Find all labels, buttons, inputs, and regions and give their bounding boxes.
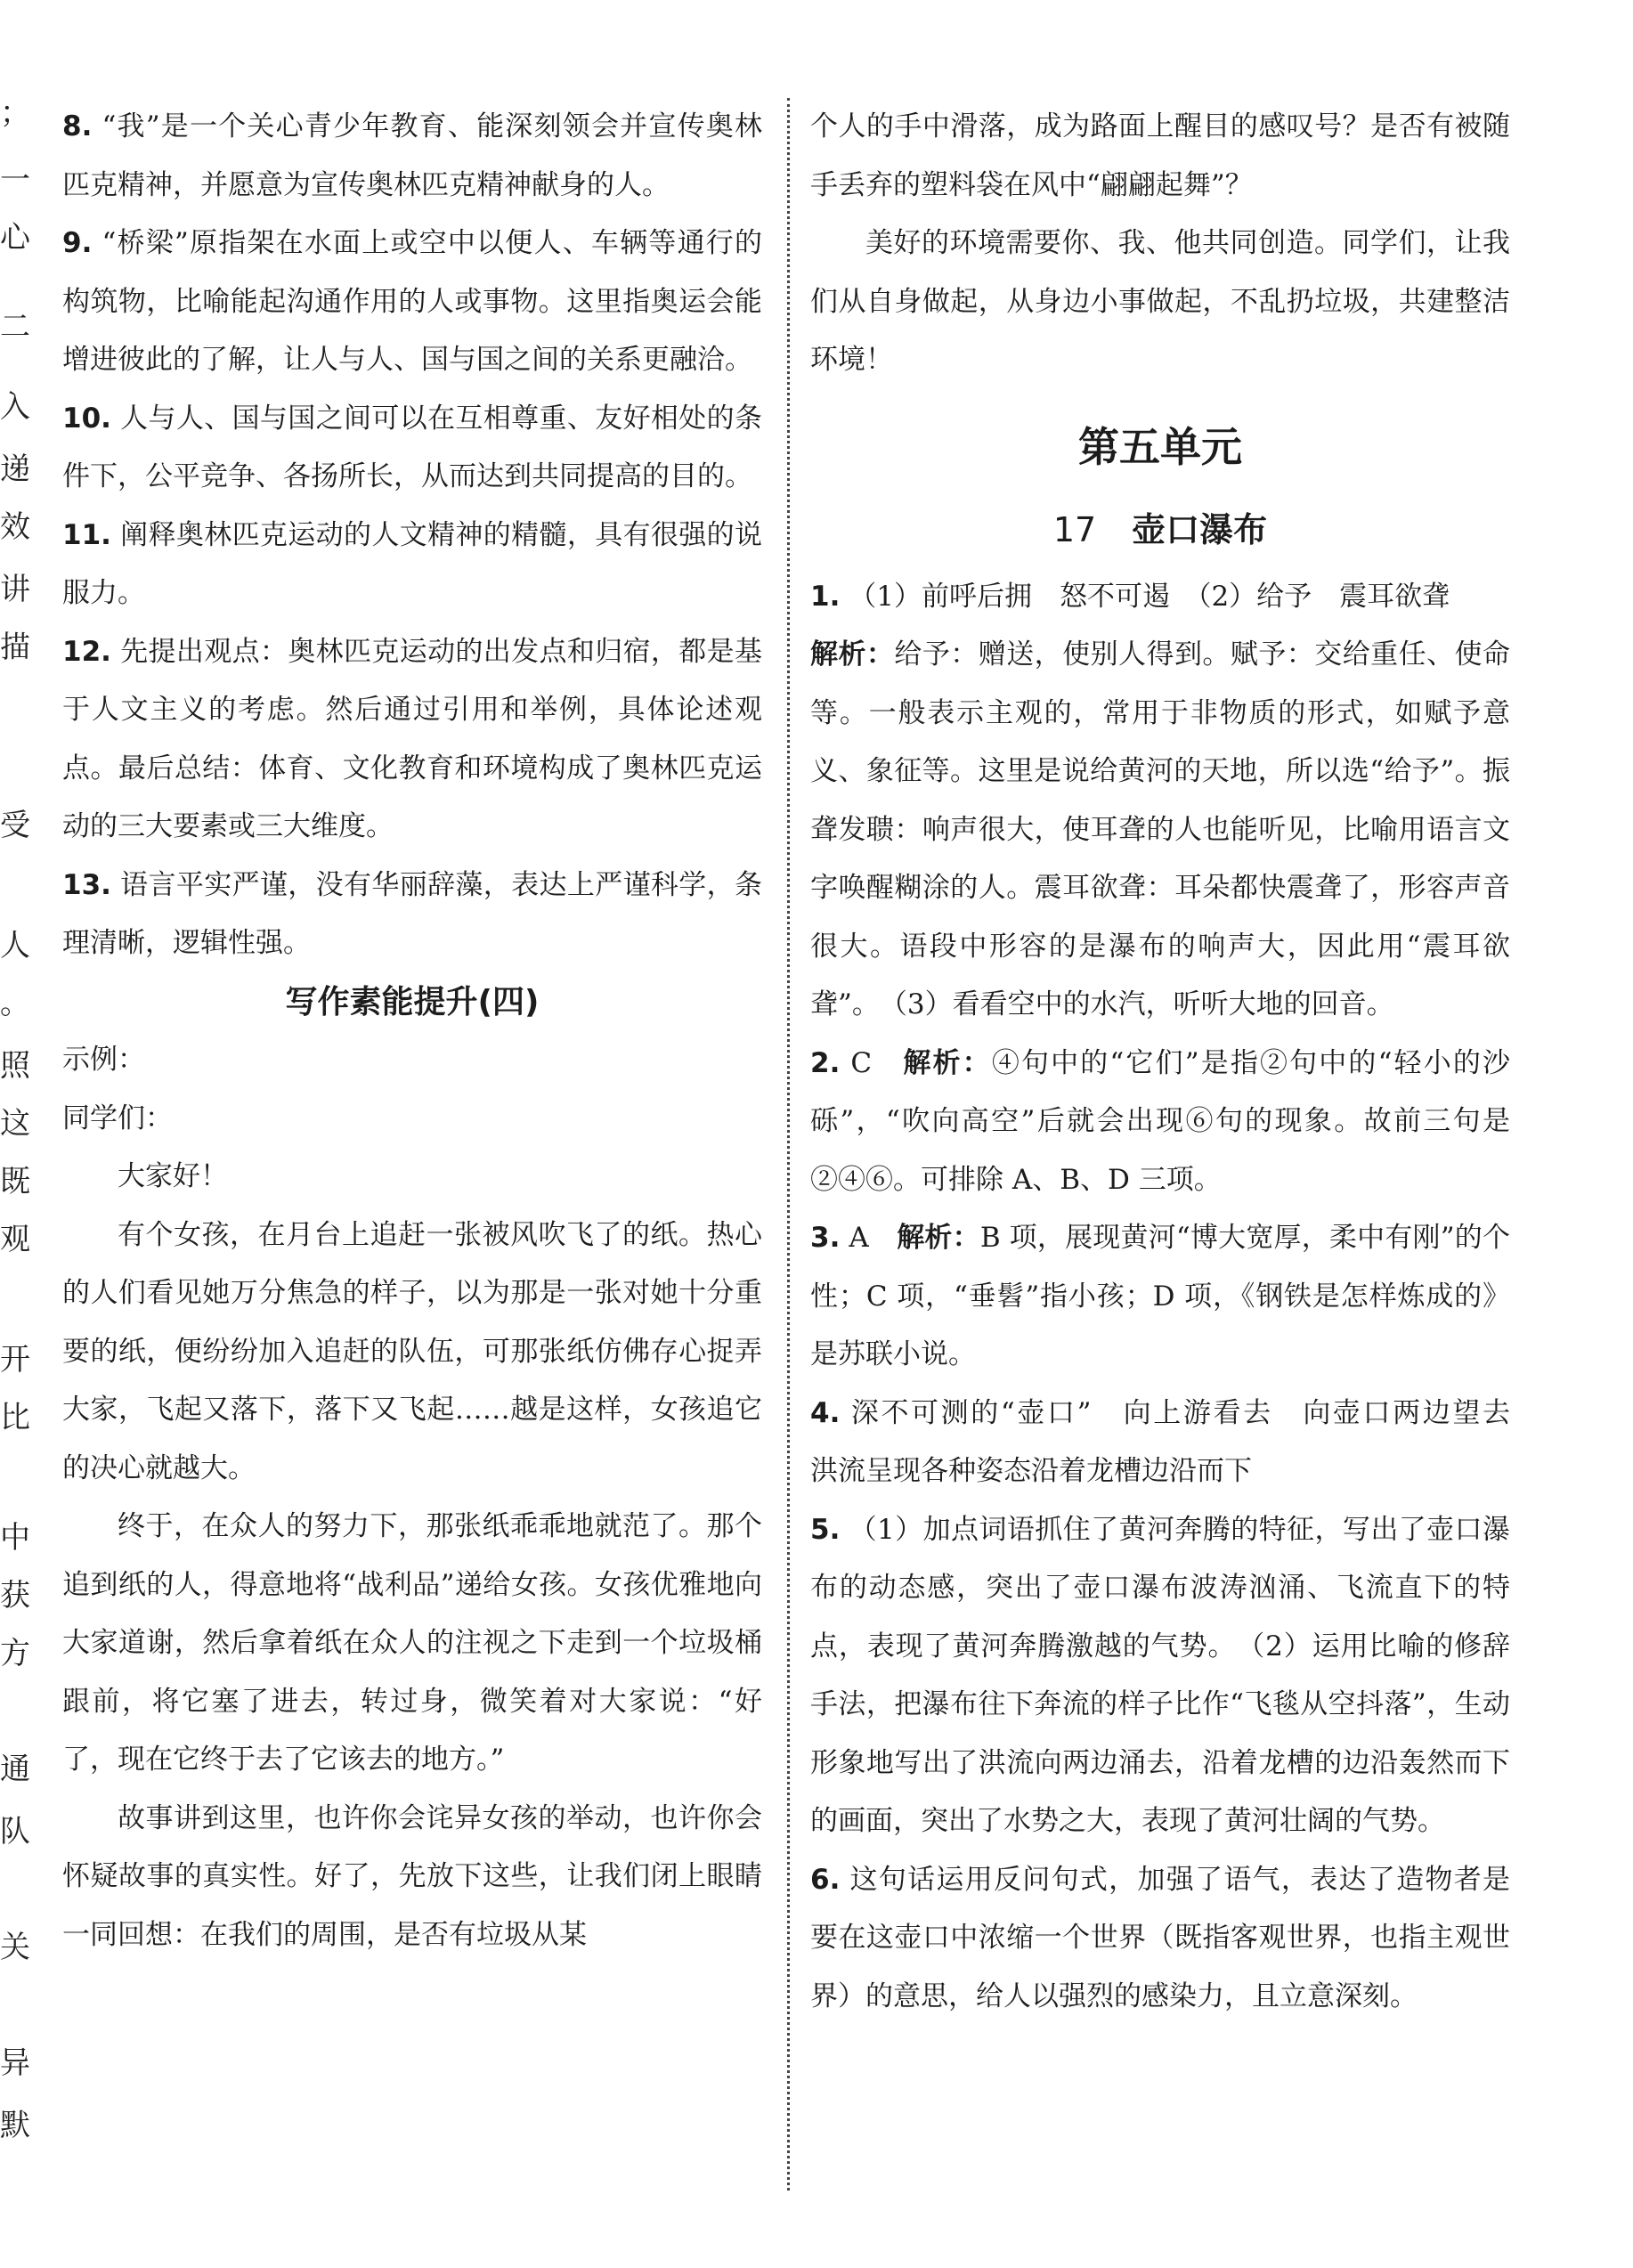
- edge-char: 入: [0, 389, 30, 425]
- edge-char: 获: [0, 1578, 30, 1614]
- analysis-label: 解析：: [903, 1046, 992, 1079]
- answer-1: 1. （1）前呼后拥 怒不可遏 （2）给予 震耳欲聋 解析：给予：赠送，使别人得到。赋予：交给重任、使命等。一般表示主观的，常用于非物质的形式，如赋予意义、象征等。这里是说给黄河的天地，所以选“给予”。振聋发聩：响声很大，使耳聋的人也能听见，比喻用语言文字唤醒糊涂的人。震耳欲聋：耳朵都快震聋了，形容声音很大。语段中形容的是瀑布的响声大，因此用“震耳欲聋”。 （3）看看空中的水汽，听听大地的回音。: [810, 580, 1510, 1020]
- edge-char: 默: [0, 2108, 30, 2143]
- column-divider: [787, 98, 790, 2191]
- edge-char: 照: [0, 1048, 30, 1084]
- edge-char: 既: [0, 1164, 30, 1199]
- answer-9: 9. “桥梁”原指架在水面上或空中以便人、车辆等通行的构筑物，比喻能起沟通作用的人或事物。这里指奥运会能增进彼此的了解，让人与人、国与国之间的关系更融洽。: [62, 227, 762, 376]
- answer-12: 12. 先提出观点：奥林匹克运动的出发点和归宿，都是基于人文主义的考虑。然后通过引用和举例，具体论述观点。最后总结：体育、文化教育和环境构成了奥林匹克运动的三大要素或三大维度。: [62, 635, 762, 842]
- lesson-title: [810, 492, 1510, 568]
- answer-8: 8. “我”是一个关心青少年教育、能深刻领会并宣传奥林匹克精神，并愿意为宣传奥林匹克精神献身的人。: [62, 110, 762, 201]
- answer-13: 13. 语言平实严谨，没有华丽辞藻，表达上严谨科学，条理清晰，逻辑性强。: [62, 868, 762, 959]
- edge-char: 受: [0, 808, 30, 843]
- edge-char: 通: [0, 1752, 30, 1787]
- right-column: [810, 98, 1538, 2026]
- lesson-name: 壶口瀑布: [1132, 509, 1268, 549]
- edge-char: 队: [0, 1814, 30, 1849]
- answer-3: 3. A 解析：B 项，展现黄河“博大宽厚，柔中有刚”的个性；C 项，“垂髫”指小孩；D 项，《钢铁是怎样炼成的》是苏联小说。: [810, 1222, 1510, 1370]
- answer-6: 6. 这句话运用反问句式，加强了语气，表达了造物者是要在这壶口中浓缩一个世界（既指客观世界，也指主观世界）的意思，给人以强烈的感染力，且立意深刻。: [810, 1863, 1510, 2012]
- answer-2: 2. C 解析：④句中的“它们”是指②句中的“轻小的沙砾”，“吹向高空”后就会出现⑥句的现象。故前三句是②④⑥。可排除 A、B、D 三项。: [810, 1046, 1510, 1196]
- edge-char: 这: [0, 1106, 30, 1142]
- edge-char: 异: [0, 2045, 30, 2081]
- writing-section-title: 写作素能提升(四): [285, 983, 540, 1020]
- edge-char: 。: [0, 986, 30, 1021]
- analysis-label: 解析：: [897, 1222, 980, 1254]
- edge-char: 比: [0, 1400, 30, 1435]
- essay-paragraph: 有个女孩，在月台上追赶一张被风吹飞了的纸。热心的人们看见她万分焦急的样子，以为那是一张对她十分重要的纸，便纷纷加入追赶的队伍，可那张纸仿佛存心捉弄大家，飞起又落下，落下又飞起……越是这样，女孩追它的决心就越大。: [62, 1218, 762, 1484]
- unit-title: 第五单元: [1078, 422, 1242, 471]
- example-label: 示例：: [62, 1044, 145, 1076]
- edge-char: 描: [0, 630, 30, 665]
- edge-char: 观: [0, 1222, 30, 1257]
- edge-char: 方: [0, 1636, 30, 1671]
- edge-char: 讲: [0, 572, 30, 607]
- edge-char: 二: [0, 309, 30, 345]
- answer-5: 5. （1）加点词语抓住了黄河奔腾的特征，写出了壶口瀑布的动态感，突出了壶口瀑布波涛汹涌、飞流直下的特点，表现了黄河奔腾激越的气势。 （2）运用比喻的修辞手法，把瀑布往下奔流的样子比作“飞毯从空抖落”，生动形象地写出了洪流向两边涌去，沿着龙槽的边沿轰然而下的画面，突出了水势之大，表现了黄河壮阔的气势。: [810, 1513, 1510, 1837]
- answer-10: 10. 人与人、国与国之间可以在互相尊重、友好相处的条件下，公平竞争、各扬所长，从而达到共同提高的目的。: [62, 402, 762, 492]
- left-column: [62, 98, 762, 1964]
- answer-4: 4. 深不可测的“壶口” 向上游看去 向壶口两边望去 洪流呈现各种姿态沿着龙槽边沿而下: [810, 1396, 1538, 1487]
- edge-char: 中: [0, 1520, 30, 1556]
- analysis-label: 解析：: [810, 638, 895, 671]
- edge-char: 关: [0, 1930, 30, 1965]
- essay-paragraph: 美好的环境需要你、我、他共同创造。同学们，让我们从自身做起，从身边小事做起，不乱扔垃圾，共建整洁环境！: [810, 227, 1510, 376]
- edge-char: 人: [0, 928, 30, 963]
- essay-salutation: 同学们：: [62, 1101, 173, 1134]
- essay-paragraph: 故事讲到这里，也许你会诧异女孩的举动，也许你会怀疑故事的真实性。好了，先放下这些，让我们闭上眼睛一同回想：在我们的周围，是否有垃圾从某: [62, 1801, 762, 1951]
- answer-11: 11. 阐释奥林匹克运动的人文精神的精髓，具有很强的说服力。: [62, 518, 762, 609]
- essay-paragraph: 终于，在众人的努力下，那张纸乖乖地就范了。那个追到纸的人，得意地将“战利品”递给女孩。女孩优雅地向大家道谢，然后拿着纸在众人的注视之下走到一个垃圾桶跟前，将它塞了进去，转过身，微笑着对大家说：“好了，现在它终于去了它该去的地方。”: [62, 1510, 762, 1776]
- edge-char: 心: [0, 220, 30, 256]
- edge-char: 开: [0, 1342, 30, 1378]
- essay-greeting: 大家好！: [118, 1160, 228, 1192]
- edge-char: ；: [0, 95, 30, 131]
- essay-paragraph-continued: 个人的手中滑落，成为路面上醒目的感叹号？是否有被随手丢弃的塑料袋在风中“翩翩起舞”？: [810, 110, 1510, 201]
- lesson-number: 17: [1052, 509, 1097, 549]
- edge-char: 效: [0, 509, 30, 545]
- edge-char: 递: [0, 451, 30, 487]
- edge-char: 一: [0, 162, 30, 198]
